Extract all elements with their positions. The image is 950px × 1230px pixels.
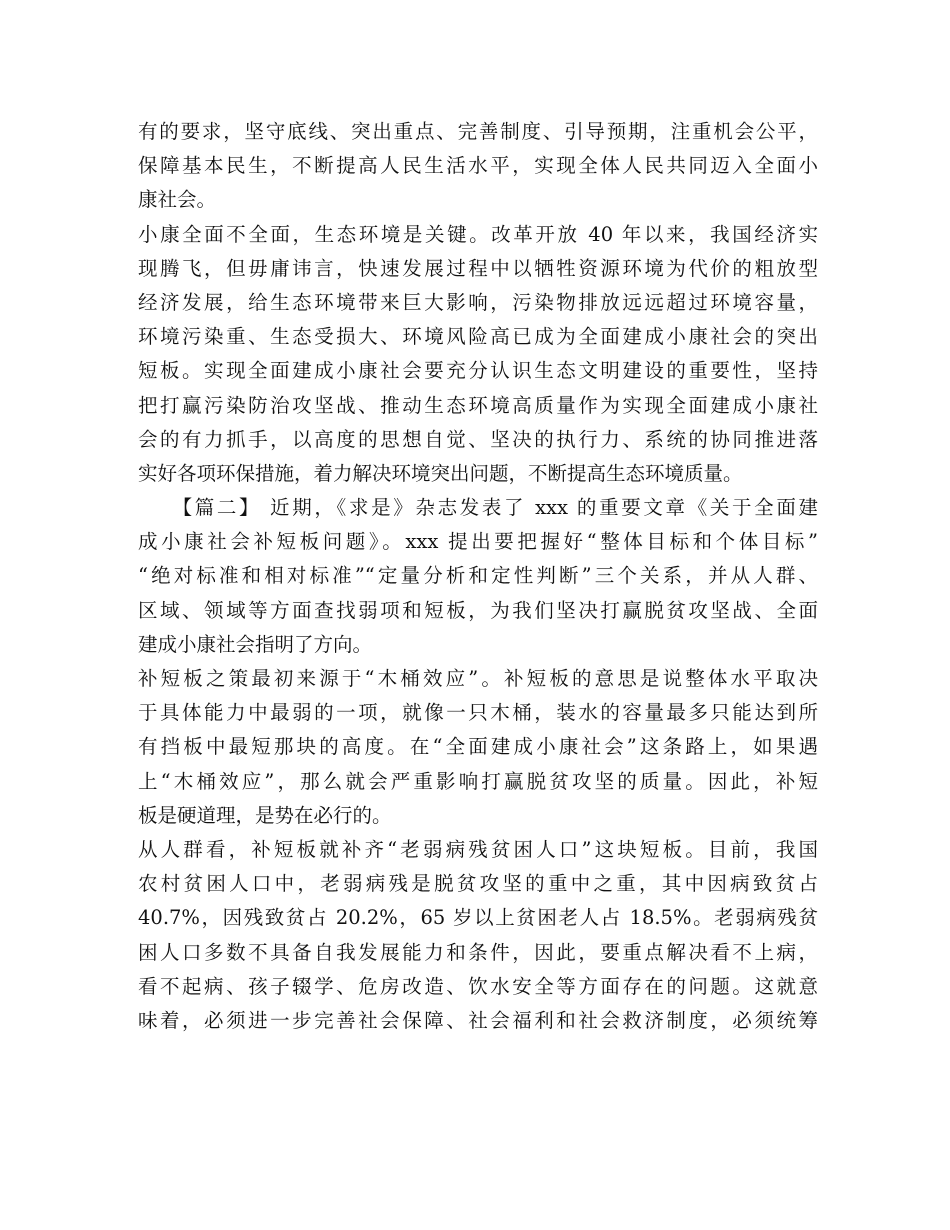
text-line: “绝对标准和相对标准”“定量分析和定性判断”三个关系，并从人群、 [138, 564, 818, 588]
text-line: 从人群看，补短板就补齐“老弱病残贫困人口”这块短板。目前，我国 [138, 837, 818, 861]
text-line: 困人口多数不具备自我发展能力和条件，因此，要重点解决看不上病， [138, 940, 818, 964]
text-line: 味着，必须进一步完善社会保障、社会福利和社会救济制度，必须统筹 [138, 1008, 818, 1032]
text-line: 区域、领域等方面查找弱项和短板，为我们坚决打赢脱贫攻坚战、全面 [138, 598, 818, 622]
text-line: 现腾飞，但毋庸讳言，快速发展过程中以牺牲资源环境为代价的粗放型 [138, 256, 818, 280]
text-line: 短板。实现全面建成小康社会要充分认识生态文明建设的重要性，坚持 [138, 359, 818, 383]
text-line: 于具体能力中最弱的一项，就像一只木桶，装水的容量最多只能达到所 [138, 701, 818, 725]
text-line: 补短板之策最初来源于“木桶效应”。补短板的意思是说整体水平取决 [138, 667, 818, 690]
text-line: 经济发展，给生态环境带来巨大影响，污染物排放远远超过环境容量， [138, 290, 818, 314]
text-line: 保障基本民生，不断提高人民生活水平，实现全体人民共同迈入全面小 [138, 154, 818, 178]
text-line: 实好各项环保措施，着力解决环境突出问题，不断提高生态环境质量。 [138, 461, 743, 485]
text-line: 康社会。 [138, 188, 217, 212]
text-line: 有的要求，坚守底线、突出重点、完善制度、引导预期，注重机会公平， [138, 120, 818, 143]
text-line: 板是硬道理，是势在必行的。 [138, 803, 392, 827]
text-line: 小康全面不全面，生态环境是关键。改革开放 40 年以来，我国经济实 [138, 222, 818, 246]
text-line: 看不起病、孩子辍学、危房改造、饮水安全等方面存在的问题。这就意 [138, 974, 818, 998]
text-line: 农村贫困人口中，老弱病残是脱贫攻坚的重中之重，其中因病致贫占 [138, 872, 818, 896]
text-line: 成小康社会补短板问题》。xxx 提出要把握好“整体目标和个体目标” [138, 530, 818, 554]
text-line: 【篇二】 近期，《求是》杂志发表了 xxx 的重要文章《关于全面建 [138, 496, 818, 520]
text-line: 上“木桶效应”，那么就会严重影响打赢脱贫攻坚的质量。因此，补短 [138, 769, 818, 793]
text-line: 40.7%，因残致贫占 20.2%，65 岁以上贫困老人占 18.5%。老弱病残贫 [138, 906, 818, 930]
text-line: 会的有力抓手，以高度的思想自觉、坚决的执行力、系统的协同推进落 [138, 427, 818, 451]
text-line: 建成小康社会指明了方向。 [138, 632, 373, 656]
text-line: 有挡板中最短那块的高度。在“全面建成小康社会”这条路上，如果遇 [138, 735, 818, 759]
text-line: 环境污染重、生态受损大、环境风险高已成为全面建成小康社会的突出 [138, 325, 818, 349]
document-body [138, 115, 818, 1038]
text-line: 把打赢污染防治攻坚战、推动生态环境高质量作为实现全面建成小康社 [138, 393, 818, 417]
